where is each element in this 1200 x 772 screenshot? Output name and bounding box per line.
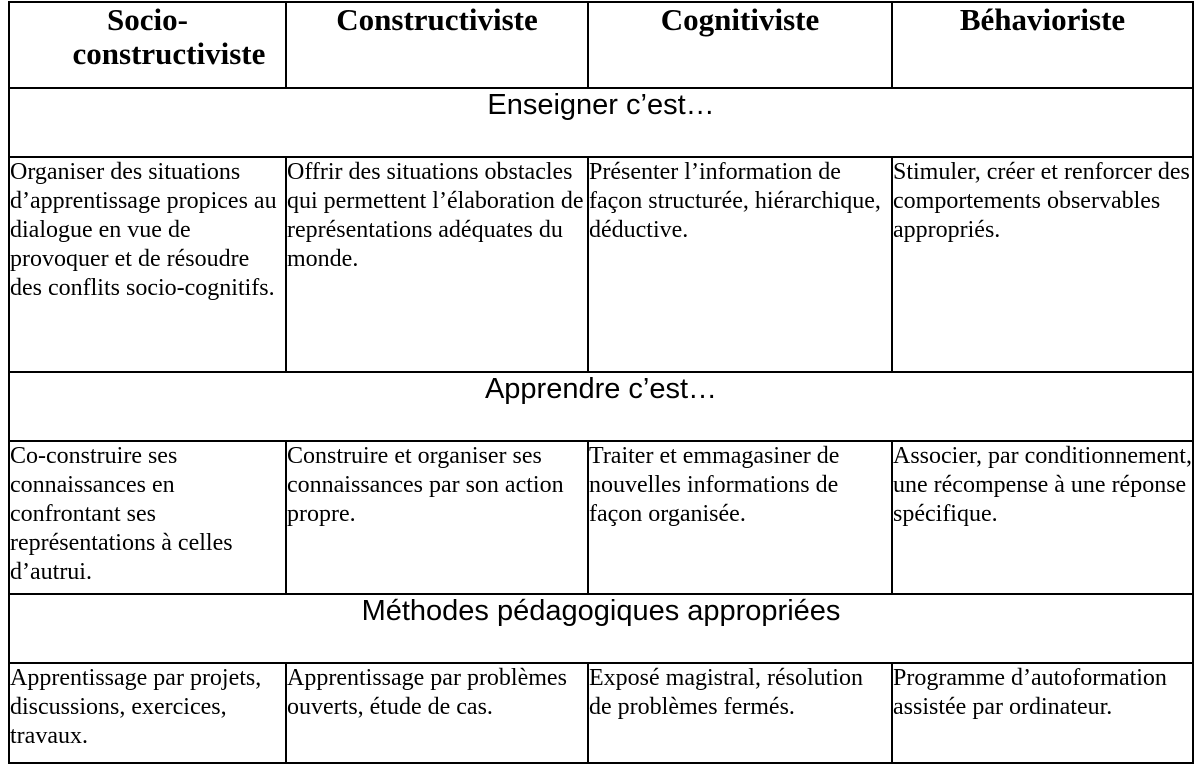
cell-methodes-cognitiviste: Exposé magistral, résolution de problèmes fermés.: [588, 663, 892, 763]
cell-methodes-constructiviste: Apprentissage par problèmes ouverts, étude de cas.: [286, 663, 588, 763]
cell-enseigner-socio: Organiser des situations d’apprentissage propices au dialogue en vue de provoquer et de résoudre des conflits socio-cognitifs.: [9, 157, 286, 372]
content-row-apprendre: [9, 441, 1193, 594]
cell-enseigner-behavioriste: Stimuler, créer et renforcer des comportements observables appropriés.: [892, 157, 1193, 372]
cell-apprendre-constructiviste: Construire et organiser ses connaissances par son action propre.: [286, 441, 588, 594]
header-socio-constructiviste: Socio- constructiviste: [9, 2, 286, 88]
section-row-enseigner: [9, 88, 1193, 157]
section-title-apprendre: Apprendre c’est…: [9, 372, 1193, 441]
header-cognitiviste: Cognitiviste: [588, 2, 892, 88]
cell-enseigner-cognitiviste: Présenter l’information de façon structurée, hiérarchique, déductive.: [588, 157, 892, 372]
cell-enseigner-constructiviste: Offrir des situations obstacles qui permettent l’élaboration de représentations adéquates du monde.: [286, 157, 588, 372]
section-title-enseigner: Enseigner c’est…: [9, 88, 1193, 157]
section-row-methodes: [9, 594, 1193, 663]
header-behavioriste: Béhavioriste: [892, 2, 1193, 88]
cell-methodes-behavioriste: Programme d’autoformation assistée par ordinateur.: [892, 663, 1193, 763]
cell-apprendre-socio: Co-construire ses connaissances en confrontant ses représentations à celles d’autrui.: [9, 441, 286, 594]
section-row-apprendre: [9, 372, 1193, 441]
header-row: [9, 2, 1193, 88]
cell-apprendre-cognitiviste: Traiter et emmagasiner de nouvelles informations de façon organisée.: [588, 441, 892, 594]
section-title-methodes: Méthodes pédagogiques appropriées: [9, 594, 1193, 663]
header-constructiviste: Constructiviste: [286, 2, 588, 88]
content-row-enseigner: [9, 157, 1193, 372]
cell-apprendre-behavioriste: Associer, par conditionnement, une récompense à une réponse spécifique.: [892, 441, 1193, 594]
pedagogy-comparison-table: [8, 1, 1194, 764]
content-row-methodes: [9, 663, 1193, 763]
cell-methodes-socio: Apprentissage par projets, discussions, exercices, travaux.: [9, 663, 286, 763]
